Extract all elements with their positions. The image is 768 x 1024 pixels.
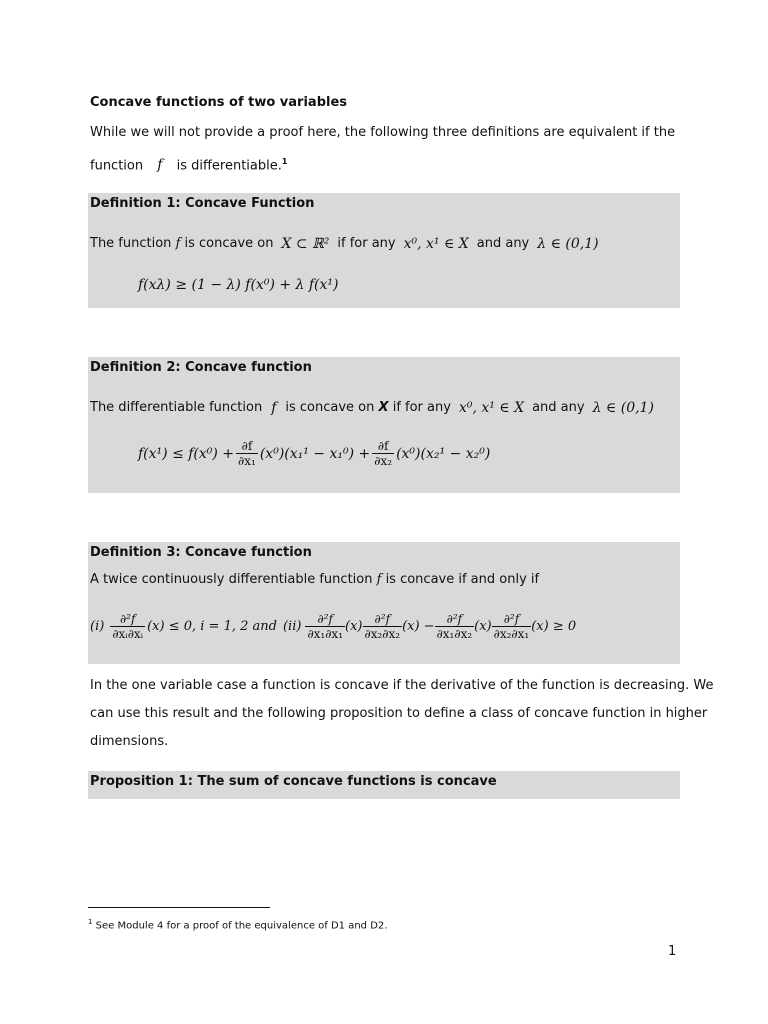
paragraph-line-1: In the one variable case a function is concave if the derivative of the function is decreasing. We [90, 678, 714, 693]
def2-text-and: and any [532, 400, 585, 415]
def2-term-2: (x⁰)(x₂¹ − x₂⁰) [396, 445, 491, 462]
arg-x: (x) [345, 619, 363, 634]
def2-term-1: (x⁰)(x₁¹ − x₁⁰) + [259, 445, 371, 462]
paragraph-line-2: can use this result and the following proposition to define a class of concave function in higher [90, 706, 708, 721]
def1-f-symbol: f [175, 236, 181, 251]
definition-1-inequality: f(xλ) ≥ (1 − λ) f(x⁰) + λ f(x¹) [138, 277, 339, 293]
footnote [88, 915, 387, 933]
def1-lambda: λ ∈ (0,1) [537, 236, 599, 252]
definition-2-statement [90, 399, 654, 417]
def2-points: x⁰, x¹ ∈ X [458, 400, 525, 416]
definition-2-inequality [138, 439, 490, 468]
fraction-numerator: ∂²f [110, 612, 145, 627]
def1-text-mid: is concave on [184, 236, 274, 251]
intro-text-post: is differentiable. [176, 158, 282, 174]
def3-f-symbol: f [376, 572, 382, 587]
proposition-1-heading: Proposition 1: The sum of concave functions is concave [90, 774, 497, 789]
def2-lhs: f(x¹) ≤ f(x⁰) + [138, 445, 235, 462]
def2-f-symbol: f [271, 400, 277, 416]
fraction-denominator: ∂x₂ [374, 454, 393, 468]
intro-line-2 [90, 153, 287, 175]
fraction-numerator: ∂²f [363, 612, 403, 627]
def2-text-pre: The differentiable function [90, 400, 263, 415]
footnote-text: See Module 4 for a proof of the equivalence of D1 and D2. [95, 920, 388, 932]
second-partial-ii [110, 612, 145, 641]
fraction-denominator: ∂xᵢ∂xᵢ [112, 627, 144, 641]
second-partial-11 [305, 612, 345, 641]
section-title: Concave functions of two variables [90, 95, 348, 110]
intro-line-1: While we will not provide a proof here, the following three definitions are equivalent if the [90, 125, 676, 140]
definition-2-box [88, 357, 680, 493]
fraction-numerator: ∂²f [492, 612, 532, 627]
def1-set: X ⊂ ℝ² [281, 236, 330, 252]
def2-X: X [378, 400, 389, 415]
second-partial-12 [435, 612, 475, 641]
definition-3-conditions [90, 612, 576, 641]
arg-x-minus: (x) − [402, 619, 435, 634]
partial-fraction-2 [372, 439, 394, 468]
footnote-mark: 1 [88, 918, 93, 926]
condition-ii-label: (ii) [282, 619, 302, 634]
partial-fraction-1 [236, 439, 258, 468]
def3-text-post: is concave if and only if [385, 572, 540, 587]
proposition-1-box [88, 771, 680, 799]
definition-1-heading: Definition 1: Concave Function [90, 196, 315, 211]
footnote-reference: 1 [281, 157, 288, 166]
def1-text-pre: The function [90, 236, 172, 251]
definition-1-statement [90, 235, 599, 253]
def2-lambda: λ ∈ (0,1) [592, 400, 654, 416]
intro-text-pre: function [90, 158, 144, 174]
def1-text-and: and any [476, 236, 530, 251]
definition-3-statement [90, 571, 539, 589]
def1-text-if: if for any [337, 236, 396, 251]
def2-text-if: if for any [392, 400, 451, 415]
paragraph-line-3: dimensions. [90, 734, 169, 749]
definition-2-heading: Definition 2: Concave function [90, 360, 312, 375]
arg-x: (x) [474, 619, 492, 634]
condition-ii-rest: (x) ≥ 0 [531, 619, 577, 634]
fraction-numerator: ∂²f [435, 612, 475, 627]
second-partial-21 [492, 612, 532, 641]
definition-3-heading: Definition 3: Concave function [90, 545, 312, 560]
definition-3-box [88, 542, 680, 664]
fraction-numerator: ∂f [236, 439, 258, 454]
definition-1-box [88, 193, 680, 308]
fraction-numerator: ∂f [372, 439, 394, 454]
def3-text-pre: A twice continuously differentiable function [90, 572, 373, 587]
fraction-denominator: ∂x₁∂x₁ [307, 627, 344, 641]
fraction-denominator: ∂x₂∂x₁ [493, 627, 530, 641]
fraction-denominator: ∂x₁∂x₂ [436, 627, 473, 641]
page-number: 1 [668, 944, 677, 959]
second-partial-22 [363, 612, 403, 641]
fraction-numerator: ∂²f [305, 612, 345, 627]
condition-i-label: (i) [90, 619, 105, 634]
fraction-denominator: ∂x₁ [238, 454, 256, 468]
def2-text-mid: is concave on [285, 400, 375, 415]
def1-points: x⁰, x¹ ∈ X [403, 236, 469, 252]
intro-f-symbol: f [157, 157, 163, 174]
fraction-denominator: ∂x₂∂x₂ [364, 627, 401, 641]
condition-i-rest: (x) ≤ 0, i = 1, 2 and [147, 619, 277, 634]
footnote-divider [88, 907, 270, 908]
